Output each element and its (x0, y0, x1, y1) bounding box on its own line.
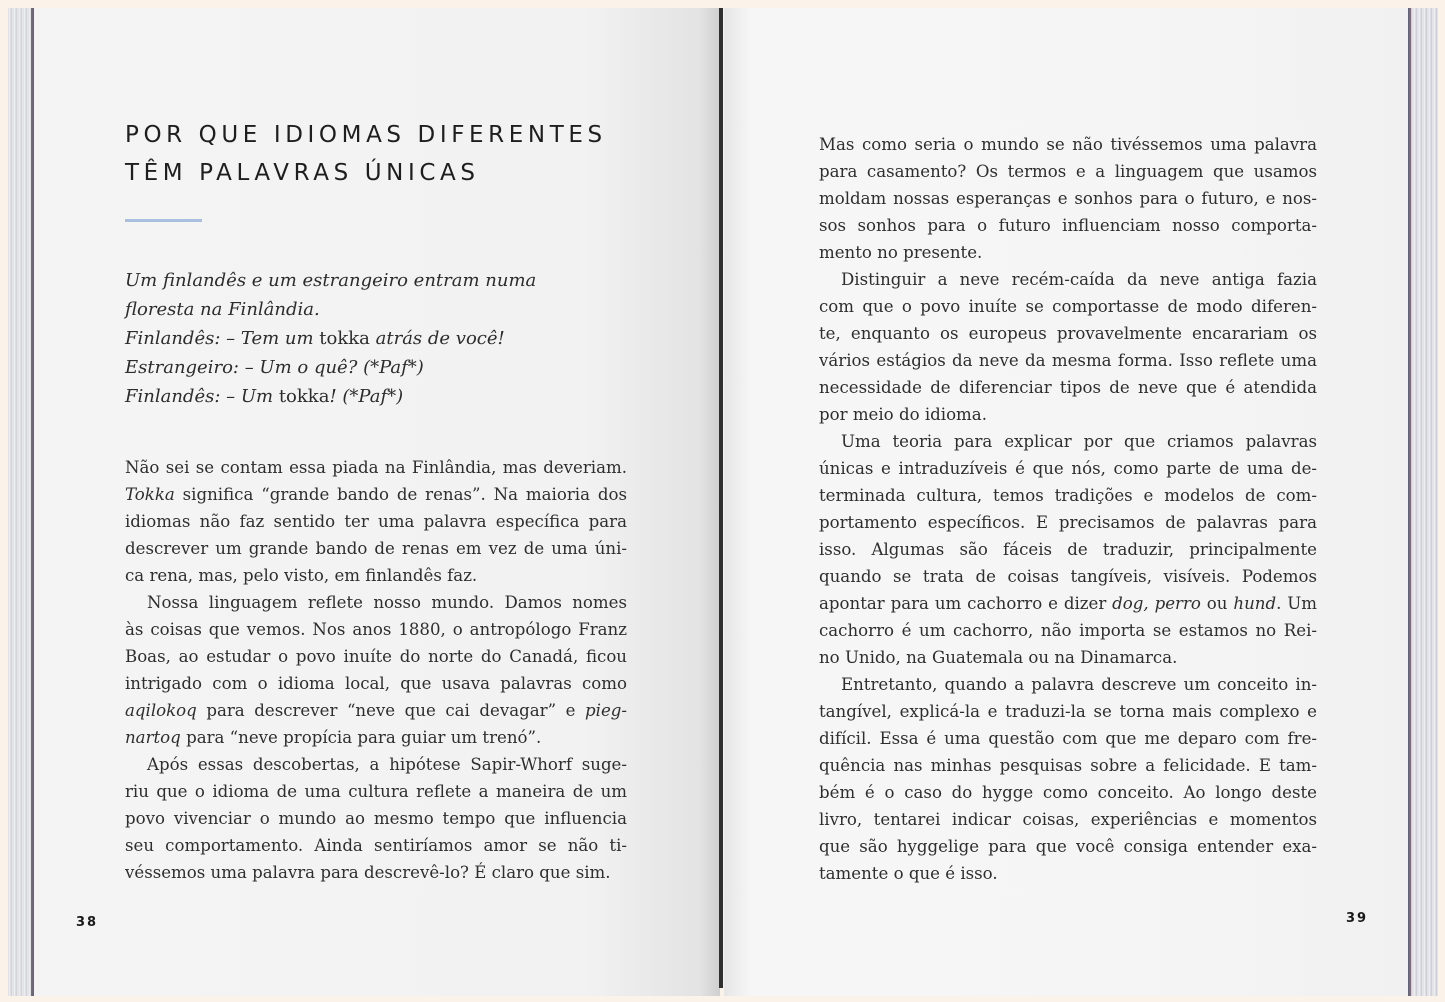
italic-term: pieg- (585, 701, 627, 720)
text-line (819, 320, 1317, 347)
text-run: . Um (1276, 594, 1317, 613)
text-run: Uma teoria para explicar por que criamos palavras (841, 432, 1317, 451)
text-line (125, 805, 627, 832)
text-line (819, 563, 1317, 590)
text-run: Boas, ao estudar o povo inuíte do norte do Canadá, ficou (125, 647, 627, 666)
text-line (125, 778, 627, 805)
text-run: quando se trata de coisas tangíveis, visíveis. Podemos (819, 567, 1317, 586)
open-book (8, 8, 1438, 996)
text-run: idiomas não faz sentido ter uma palavra específica para (125, 512, 627, 531)
text-run: portamento específicos. E precisamos de palavras para (819, 513, 1317, 532)
italic-term: dog, perro (1112, 594, 1201, 613)
epigraph-word-tokka: tokka (319, 328, 370, 349)
text-run: significa “grande bando de renas”. Na maioria dos (174, 485, 627, 504)
text-run: moldam nossas esperanças e sonhos para o futuro, e nos- (819, 189, 1317, 208)
text-line (819, 212, 1317, 239)
text-line (819, 752, 1317, 779)
text-line (819, 374, 1317, 401)
page-number-right: 39 (1346, 911, 1369, 926)
text-run: por meio do idioma. (819, 405, 987, 424)
text-run: livro, tentarei indicar coisas, experiências e momentos (819, 810, 1317, 829)
epigraph-text: atrás de você! (369, 328, 505, 349)
text-line (819, 185, 1317, 212)
text-run: com que o povo inuíte se comportasse de modo diferen- (819, 297, 1317, 316)
text-run: que são hyggelige para que você consiga entender exa- (819, 837, 1317, 856)
text-line (819, 617, 1317, 644)
epigraph-text: Finlandês: – Tem um (125, 328, 320, 349)
epigraph-text: Finlandês: – Um (125, 386, 279, 407)
italic-term: hund (1233, 594, 1277, 613)
text-run: Nossa linguagem reflete nosso mundo. Damos nomes (147, 593, 627, 612)
page-number-left: 38 (76, 915, 99, 930)
text-line (819, 536, 1317, 563)
text-line (819, 806, 1317, 833)
text-line (819, 590, 1317, 617)
text-line (819, 698, 1317, 725)
text-run: véssemos uma palavra para descrevê-lo? É claro que sim. (125, 863, 611, 882)
text-run: riu que o idioma de uma cultura reflete a maneira de um (125, 782, 627, 801)
text-line (819, 482, 1317, 509)
epigraph-joke (125, 266, 645, 411)
text-run: terminada cultura, temos tradições e modelos de com- (819, 486, 1317, 505)
text-run: tamente o que é isso. (819, 864, 998, 883)
text-run: apontar para um cachorro e dizer (819, 594, 1113, 613)
epigraph-line: Estrangeiro: – Um o quê? (*Paf*) (125, 357, 424, 378)
chapter-title-line: POR QUE IDIOMAS DIFERENTES (125, 122, 607, 148)
book-spine-gutter (719, 8, 723, 988)
text-run: às coisas que vemos. Nos anos 1880, o antropólogo Franz (125, 620, 627, 639)
text-line (819, 347, 1317, 374)
text-run: tangível, explicá-la e traduzi-la se torna mais complexo e (819, 702, 1317, 721)
left-body-text (125, 454, 627, 886)
text-line (819, 401, 1317, 428)
text-run: ca rena, mas, pelo visto, em finlandês faz. (125, 566, 478, 585)
text-line (125, 562, 627, 589)
text-line (125, 454, 627, 481)
epigraph-line: floresta na Finlândia. (125, 299, 320, 320)
text-line (125, 535, 627, 562)
text-run: para casamento? Os termos e a linguagem que usamos (819, 162, 1317, 181)
italic-term: nartoq (125, 728, 181, 747)
page-edges-left (8, 8, 34, 996)
text-line (125, 589, 627, 616)
text-run: seu comportamento. Ainda sentiríamos amor se não ti- (125, 836, 627, 855)
text-line (819, 455, 1317, 482)
text-line (819, 725, 1317, 752)
page-edges-right (1408, 8, 1438, 996)
text-line (819, 779, 1317, 806)
text-run: únicas e intraduzíveis é que nós, como parte de uma de- (819, 459, 1317, 478)
epigraph-line (125, 324, 645, 353)
text-line (125, 832, 627, 859)
right-page (724, 8, 1408, 996)
text-line (819, 239, 1317, 266)
text-run: povo vivenciar o mundo ao mesmo tempo que influencia (125, 809, 627, 828)
text-run: mento no presente. (819, 243, 983, 262)
text-run: necessidade de diferenciar tipos de neve que é atendida (819, 378, 1317, 397)
text-line (819, 428, 1317, 455)
text-run: ou (1200, 594, 1234, 613)
text-run: para “neve propícia para guiar um trenó”. (180, 728, 542, 747)
text-run: quência nas minhas pesquisas sobre a felicidade. E tam- (819, 756, 1317, 775)
text-line (125, 481, 627, 508)
text-run: Não sei se contam essa piada na Finlândia, mas deveriam. (125, 458, 627, 477)
text-run: Distinguir a neve recém-caída da neve antiga fazia (841, 270, 1317, 289)
text-line (125, 643, 627, 670)
epigraph-line: Um finlandês e um estrangeiro entram numa (125, 270, 537, 291)
text-run: Entretanto, quando a palavra descreve um conceito in- (841, 675, 1317, 694)
text-run: cachorro é um cachorro, não importa se estamos no Rei- (819, 621, 1317, 640)
title-accent-rule (125, 219, 202, 222)
text-line (819, 644, 1317, 671)
text-line (819, 860, 1317, 887)
text-line (125, 724, 627, 751)
text-line (819, 671, 1317, 698)
text-line (819, 509, 1317, 536)
text-run: te, enquanto os europeus provavelmente encarariam os (819, 324, 1317, 343)
italic-term: Tokka (125, 485, 175, 504)
text-line (819, 158, 1317, 185)
text-run: difícil. Essa é uma questão com que me deparo com fre- (819, 729, 1317, 748)
text-run: no Unido, na Guatemala ou na Dinamarca. (819, 648, 1178, 667)
text-line (819, 131, 1317, 158)
text-line (819, 833, 1317, 860)
epigraph-word-tokka: tokka (278, 386, 330, 407)
text-line (125, 859, 627, 886)
text-line (125, 697, 627, 724)
text-run: intrigado com o idioma local, que usava palavras como (125, 674, 627, 693)
text-run: sos sonhos para o futuro influenciam nosso comporta- (819, 216, 1317, 235)
text-run: Mas como seria o mundo se não tivéssemos uma palavra (819, 135, 1317, 154)
left-page (34, 8, 720, 996)
chapter-title-line: TÊM PALAVRAS ÚNICAS (125, 160, 480, 186)
text-line (819, 266, 1317, 293)
right-body-text (819, 131, 1317, 887)
text-run: Após essas descobertas, a hipótese Sapir-Whorf suge- (147, 755, 627, 774)
epigraph-line (125, 382, 645, 411)
epigraph-text: ! (*Paf*) (329, 386, 404, 407)
text-line (125, 751, 627, 778)
text-line (125, 616, 627, 643)
text-run: descrever um grande bando de renas em vez de uma úni- (125, 539, 627, 558)
chapter-title (125, 116, 685, 192)
italic-term: aqilokoq (125, 701, 197, 720)
text-run: isso. Algumas são fáceis de traduzir, principalmente (819, 540, 1317, 559)
text-line (819, 293, 1317, 320)
text-line (125, 508, 627, 535)
text-line (125, 670, 627, 697)
text-run: vários estágios da neve da mesma forma. Isso reflete uma (819, 351, 1317, 370)
text-run: bém é o caso do hygge como conceito. Ao longo deste (819, 783, 1317, 802)
text-run: para descrever “neve que cai devagar” e (196, 701, 586, 720)
